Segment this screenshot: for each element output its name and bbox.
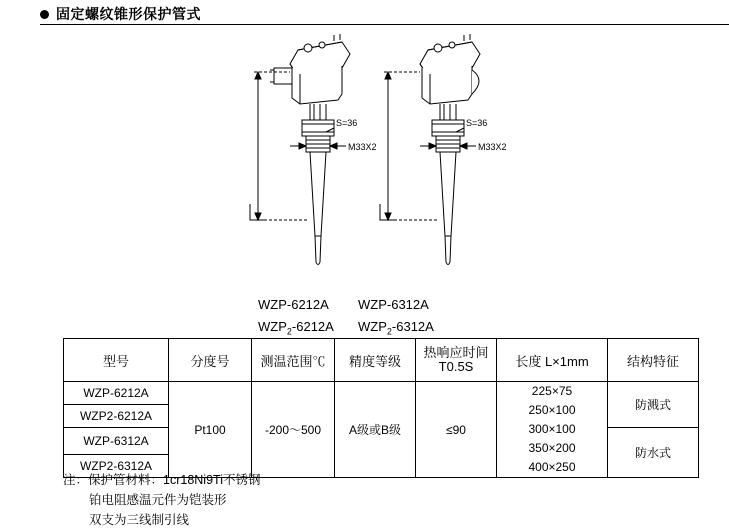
th-response-line2: T0.5S <box>438 359 474 374</box>
caption-right-1: WZP-6312A <box>358 297 429 312</box>
right-device-drawing <box>380 34 507 265</box>
product-drawing <box>230 24 520 294</box>
cell-lengths <box>497 382 608 478</box>
cell-accuracy: A级或B级 <box>335 382 416 478</box>
drawing-captions <box>258 294 488 343</box>
length-4: 350×200 <box>528 441 576 455</box>
cell-response: ≤90 <box>416 382 497 478</box>
length-3: 300×100 <box>528 422 576 436</box>
note-1: 注：保护管材料：1cr18Ni9Ti不锈钢 <box>63 473 261 487</box>
left-device-drawing <box>250 34 377 265</box>
cell-structure-1: 防溅式 <box>608 382 699 428</box>
svg-text:S=36: S=36 <box>466 118 488 128</box>
note-3: 双支为三线制引线 <box>89 513 190 527</box>
th-response-line1: 热响应时间 <box>423 345 489 360</box>
th-accuracy: 精度等级 <box>335 339 416 382</box>
cell-model-4: WZP2-6312A <box>64 455 169 478</box>
cell-model-2: WZP2-6212A <box>64 405 169 428</box>
caption-row-1 <box>258 294 488 316</box>
length-1: 225×75 <box>531 384 573 398</box>
notes-block <box>63 470 260 530</box>
length-2: 250×100 <box>528 403 576 417</box>
bullet-icon <box>40 10 49 19</box>
svg-text:S=36: S=36 <box>336 118 358 128</box>
section-heading <box>40 4 201 24</box>
th-graduation: 分度号 <box>169 339 252 382</box>
note-2: 铂电阻感温元件为铠装形 <box>89 493 227 507</box>
th-range: 测温范围℃ <box>252 339 335 382</box>
table-header-row <box>64 339 699 382</box>
page-title: 固定螺纹锥形保护管式 <box>56 6 201 22</box>
svg-text:M33X2: M33X2 <box>478 142 507 152</box>
cell-model-3: WZP-6312A <box>64 428 169 455</box>
svg-text:M33X2: M33X2 <box>348 142 377 152</box>
spec-table <box>63 338 699 478</box>
caption-left-1: WZP-6212A <box>258 297 329 312</box>
cell-range: -200～500 <box>252 382 335 478</box>
cell-graduation: Pt100 <box>169 382 252 478</box>
caption-right-2: $WZP_2-6312A$ <box>358 319 434 337</box>
table-row <box>64 382 699 405</box>
cell-model-1: WZP-6212A <box>64 382 169 405</box>
cell-structure-2: 防水式 <box>608 428 699 478</box>
th-structure: 结构特征 <box>608 339 699 382</box>
th-length: 长度 L×1mm <box>497 339 608 382</box>
caption-left-2: $WZP_2-6212A$ <box>258 319 334 337</box>
length-5: 400×250 <box>528 460 576 474</box>
th-response <box>416 339 497 382</box>
th-model: 型号 <box>64 339 169 382</box>
